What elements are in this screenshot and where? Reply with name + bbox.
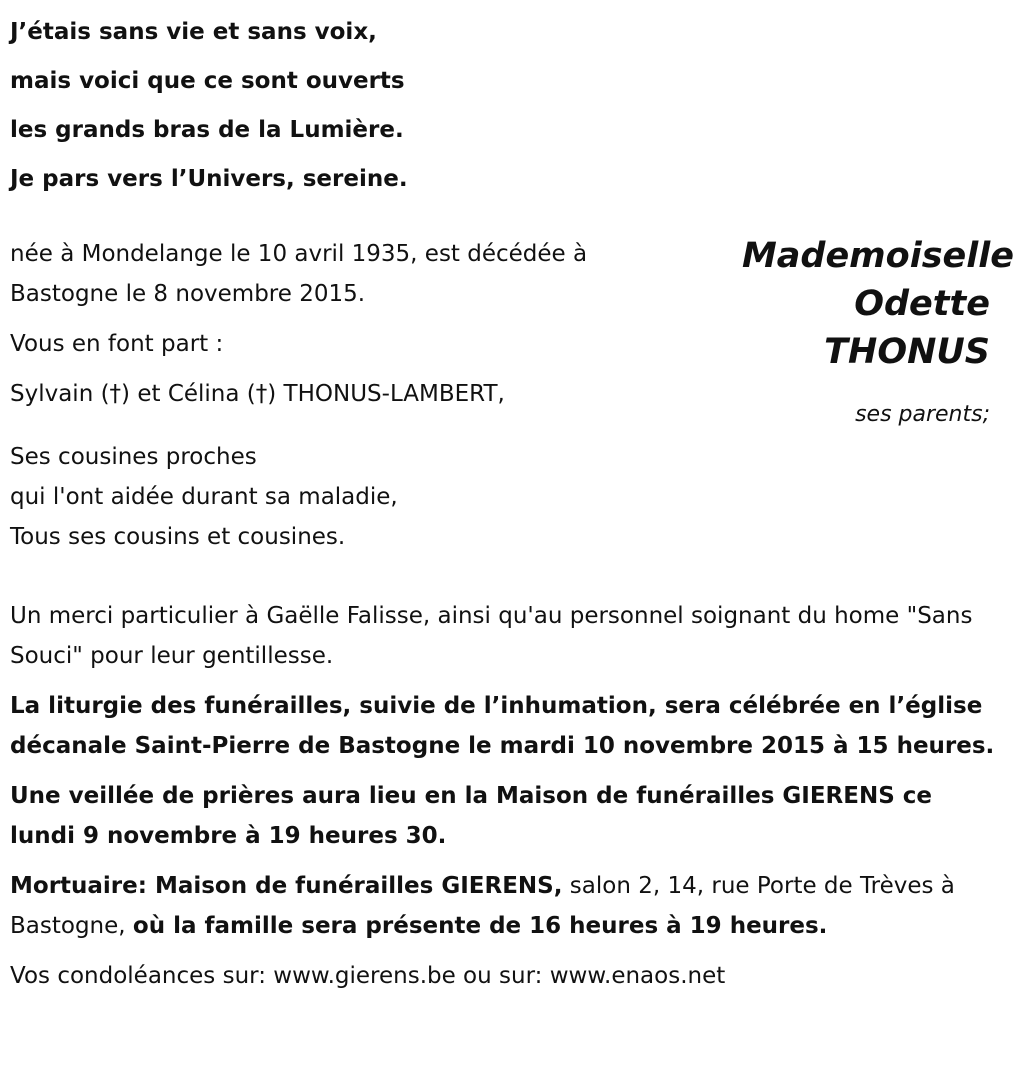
deceased-name: [742, 232, 1014, 376]
mortuary-address: salon 2, 14, rue Porte de Trèves à Bastogne,: [10, 873, 955, 939]
condolences-text: Vos condoléances sur: www.gierens.be ou sur: www.enaos.net: [10, 963, 726, 989]
poem-line: les grands bras de la Lumière.: [10, 117, 404, 143]
mortuary-text: [10, 866, 1005, 946]
poem-line: J’étais sans vie et sans voix,: [10, 19, 377, 45]
birth-death-text: née à Mondelange le 10 avril 1935, est décédée à Bastogne le 8 novembre 2015.: [10, 241, 588, 307]
parents-role: ses parents;: [855, 402, 990, 427]
cousins-line: qui l'ont aidée durant sa maladie,: [10, 484, 398, 510]
cousins-line: Ses cousines proches: [10, 444, 257, 470]
thanks-text: Un merci particulier à Gaëlle Falisse, ainsi qu'au personnel soignant du home "Sans Souci" pour leur gentillesse.: [10, 603, 973, 669]
cousins-line: Tous ses cousins et cousines.: [10, 524, 346, 550]
deceased-last-name: THONUS: [824, 332, 990, 372]
parents-names: Sylvain (†) et Célina (†) THONUS-LAMBERT,: [10, 381, 505, 407]
funeral-text: La liturgie des funérailles, suivie de l’inhumation, sera célébrée en l’église décanale Saint-Pierre de Bastogne le mardi 10 novembre 2015 à 15 heures.: [10, 693, 995, 759]
cousins-list: [10, 437, 398, 557]
poem: [10, 8, 710, 204]
mortuary-label: Mortuaire: Maison de funérailles GIERENS,: [10, 873, 563, 899]
announce-text: Vous en font part :: [10, 331, 224, 357]
poem-line: Je pars vers l’Univers, sereine.: [10, 166, 408, 192]
vigil-text: Une veillée de prières aura lieu en la Maison de funérailles GIERENS ce lundi 9 novembre à 19 heures 30.: [10, 783, 933, 849]
deceased-first-name: Odette: [854, 284, 990, 324]
deceased-title: Mademoiselle: [741, 236, 1014, 276]
lower-section: [10, 596, 1005, 1006]
poem-line: mais voici que ce sont ouverts: [10, 68, 405, 94]
mortuary-presence: où la famille sera présente de 16 heures à 19 heures.: [132, 913, 828, 939]
